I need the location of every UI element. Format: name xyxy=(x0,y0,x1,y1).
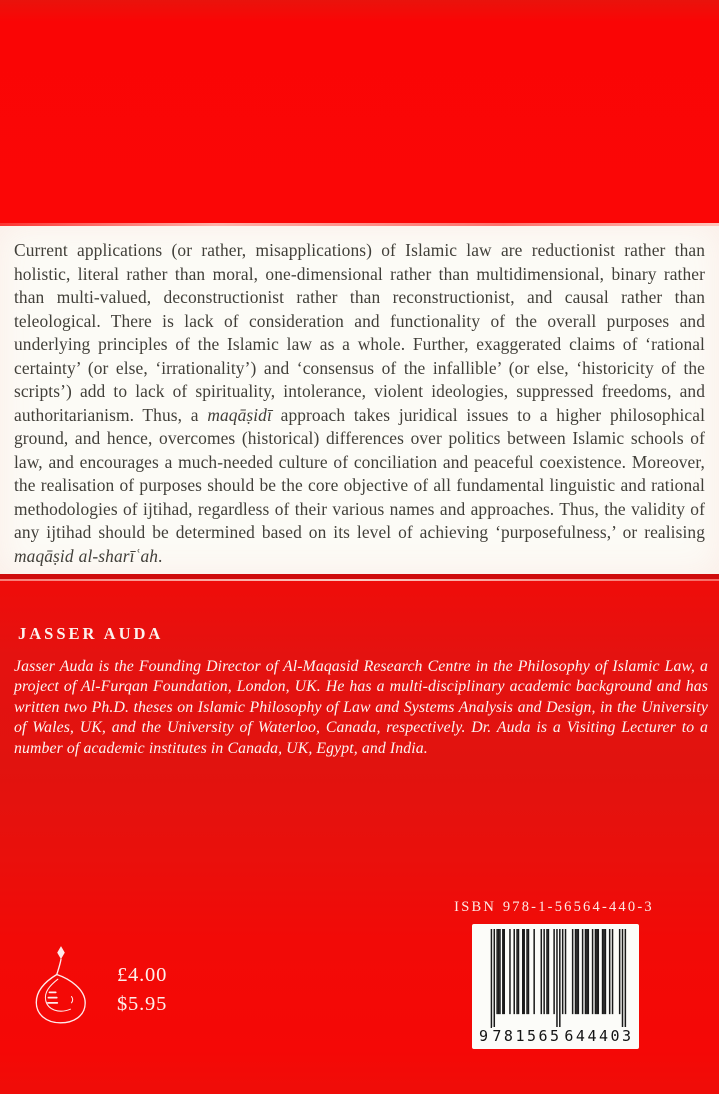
barcode xyxy=(472,924,639,1049)
publisher-logo xyxy=(29,944,93,1026)
synopsis-run-1: Current applications (or rather, misapplications) of Islamic law are reductionist rather than holistic, literal rather than moral, one-dimensional rather than multidimensional, binary rather than multi-valued, deconstructionist rather than reconstructionist, and causal rather than teleological. There is lack of consideration and functionality of the overall purposes and underlying principles of the Islamic law as a whole. Further, exaggerated claims of ‘rational certainty’ (or else, ‘irrationality’) and ‘consensus of the infallible’ (or else, ‘historicity of the scripts’) add to lack of spirituality, intolerance, violent ideologies, suppressed freedoms, and authoritarianism. Thus, a xyxy=(14,240,705,425)
price-usd: $5.95 xyxy=(117,992,168,1015)
barcode-digits xyxy=(472,1025,639,1046)
synopsis-run-2: approach takes juridical issues to a higher philosophical ground, and hence, overcomes (historical) differences over politics between Islamic schools of law, and encourages a much-needed culture of conciliation and peaceful coexistence. Moreover, the realisation of purposes should be the core objective of all fundamental linguistic and rational methodologies of ijtihad, regardless of their various names and approaches. Thus, the validity of any ijtihad should be determined based on its level of achieving ‘purposefulness,’ or realising xyxy=(14,404,705,542)
price-gbp: £4.00 xyxy=(117,964,168,986)
barcode-digit-group-2: 644403 xyxy=(564,1027,634,1045)
author-bio: Jasser Auda is the Founding Director of Al-Maqasid Research Centre in the Philosophy of Islamic Law, a project of Al-Furqan Foundation, London, UK. He has a multi-disciplinary academic background and has written two Ph.D. theses on Islamic Philosophy of Law and Systems Analysis and Design, in the University of Wales, UK, and the University of Waterloo, Canada, respectively. Dr. Auda is a Visiting Lecturer to a number of academic institutes in Canada, UK, Egypt, and India. xyxy=(14,658,708,757)
panel-bottom-gloss-line xyxy=(0,579,719,581)
synopsis-italic-term-2: maqāṣid al-sharīʿah xyxy=(14,545,159,566)
synopsis-paragraph xyxy=(14,239,705,568)
barcode-bars xyxy=(475,929,636,1028)
synopsis-italic-term-1: maqāṣidī xyxy=(207,404,272,425)
price-block xyxy=(117,961,167,1018)
synopsis-panel xyxy=(0,226,719,574)
calligraphy-emblem-icon xyxy=(36,946,85,1023)
barcode-digit-group-1: 781565 xyxy=(492,1027,562,1045)
isbn-label: ISBN 978-1-56564-440-3 xyxy=(454,899,654,915)
synopsis-run-3: . xyxy=(158,545,163,566)
author-name: JASSER AUDA xyxy=(18,624,164,643)
barcode-digit-lead: 9 xyxy=(478,1027,489,1045)
